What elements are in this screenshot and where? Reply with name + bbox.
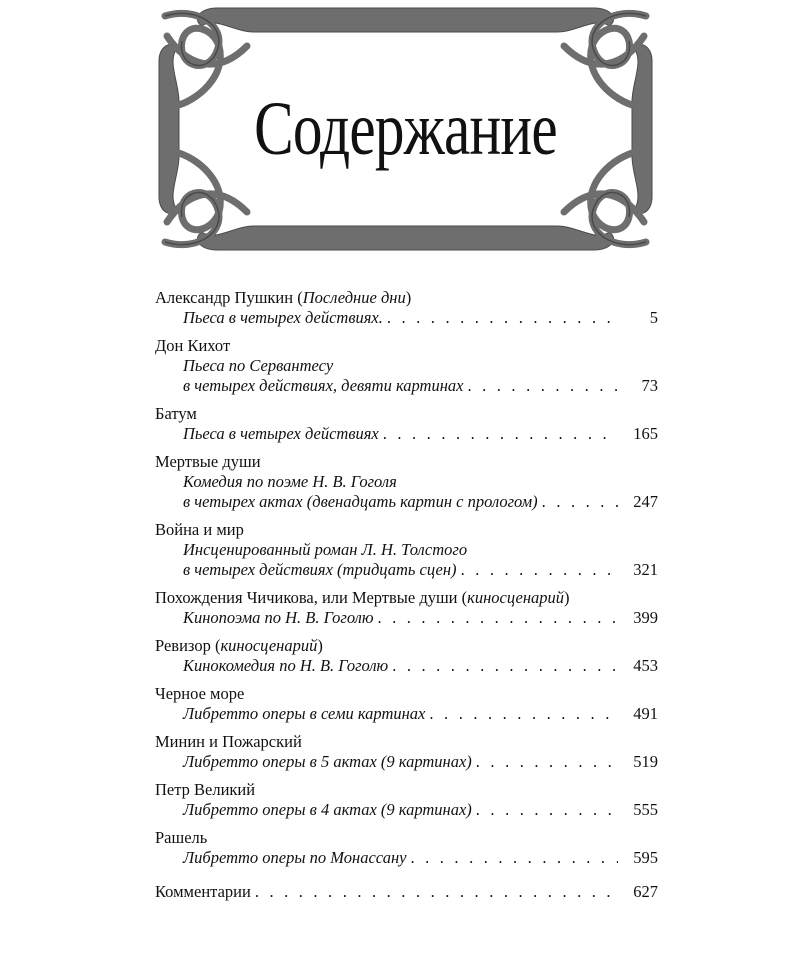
entry-subtitle: Кинокомедия по Н. В. Гоголю (183, 656, 389, 675)
dot-leader (461, 560, 618, 580)
entry-title: Черное море (155, 684, 245, 703)
page-number: 5 (649, 308, 658, 327)
entry-title: Батум (155, 404, 197, 423)
dot-leader (255, 882, 618, 902)
dot-leader (542, 492, 618, 512)
dot-leader (377, 608, 618, 628)
dot-leader (476, 800, 618, 820)
entry-title: Минин и Пожарский (155, 732, 302, 751)
page-title: Содержание (254, 86, 557, 171)
dot-leader (429, 704, 618, 724)
entry-title-tail: ) (564, 588, 570, 607)
toc-entry (155, 336, 658, 396)
page-number: 453 (633, 656, 658, 675)
entry-subtitle: в четырех действиях (тридцать сцен) (183, 560, 457, 579)
dot-leader (476, 752, 618, 772)
toc-entry (155, 780, 658, 820)
toc-entry (155, 732, 658, 772)
page-number: 627 (633, 882, 658, 901)
entry-title: Александр Пушкин ( (155, 288, 303, 307)
page-number: 321 (633, 560, 658, 579)
entry-title-italic: киносценарий (467, 588, 565, 607)
entry-subtitle: Кинопоэма по Н. В. Гоголю (183, 608, 374, 627)
entry-subtitle: Либретто оперы в семи картинах (183, 704, 426, 723)
dot-leader (387, 308, 618, 328)
entry-subtitle: Комедия по поэме Н. В. Гоголя (183, 472, 397, 491)
entry-title: Рашель (155, 828, 208, 847)
dot-leader (392, 656, 618, 676)
entry-subtitle: Либретто оперы в 4 актах (9 картинах) (183, 800, 472, 819)
page-number: 399 (633, 608, 658, 627)
page-number: 519 (633, 752, 658, 771)
entry-title-tail: ) (317, 636, 323, 655)
dot-leader (410, 848, 618, 868)
page-number: 247 (633, 492, 658, 511)
table-of-contents (155, 288, 658, 910)
entry-subtitle: Либретто оперы по Монассану (183, 848, 407, 867)
dot-leader (383, 424, 618, 444)
toc-entry (155, 684, 658, 724)
entry-title: Петр Великий (155, 780, 256, 799)
page-number: 491 (633, 704, 658, 723)
entry-title: Похождения Чичикова, или Мертвые души ( (155, 588, 468, 607)
entry-subtitle: в четырех действиях, девяти картинах (183, 376, 464, 395)
entry-subtitle: в четырех актах (двенадцать картин с прологом) (183, 492, 538, 511)
toc-entry (155, 288, 658, 328)
toc-entry (155, 404, 658, 444)
toc-entry (155, 520, 658, 580)
entry-subtitle: Пьеса по Сервантесу (183, 356, 334, 375)
entry-title: Дон Кихот (155, 336, 231, 355)
toc-entry-comments (155, 882, 658, 902)
page-number: 73 (641, 376, 658, 395)
dot-leader (467, 376, 618, 396)
entry-subtitle: Инсценированный роман Л. Н. Толстого (183, 540, 468, 559)
entry-subtitle: Пьеса в четырех действиях. (183, 308, 383, 327)
toc-entry (155, 636, 658, 676)
entry-subtitle: Пьеса в четырех действиях (183, 424, 379, 443)
toc-entry (155, 452, 658, 512)
entry-title: Комментарии (155, 882, 251, 901)
toc-entry (155, 828, 658, 868)
entry-title-italic: киносценарий (220, 636, 318, 655)
entry-title: Ревизор ( (155, 636, 221, 655)
entry-title: Война и мир (155, 520, 244, 539)
page-number: 165 (633, 424, 658, 443)
toc-entry (155, 588, 658, 628)
page-number: 555 (633, 800, 658, 819)
entry-title-tail: ) (405, 288, 412, 307)
page-number: 595 (633, 848, 658, 867)
entry-title: Мертвые души (155, 452, 261, 471)
entry-subtitle: Либретто оперы в 5 актах (9 картинах) (183, 752, 472, 771)
entry-title-italic: Последние дни (302, 288, 406, 307)
